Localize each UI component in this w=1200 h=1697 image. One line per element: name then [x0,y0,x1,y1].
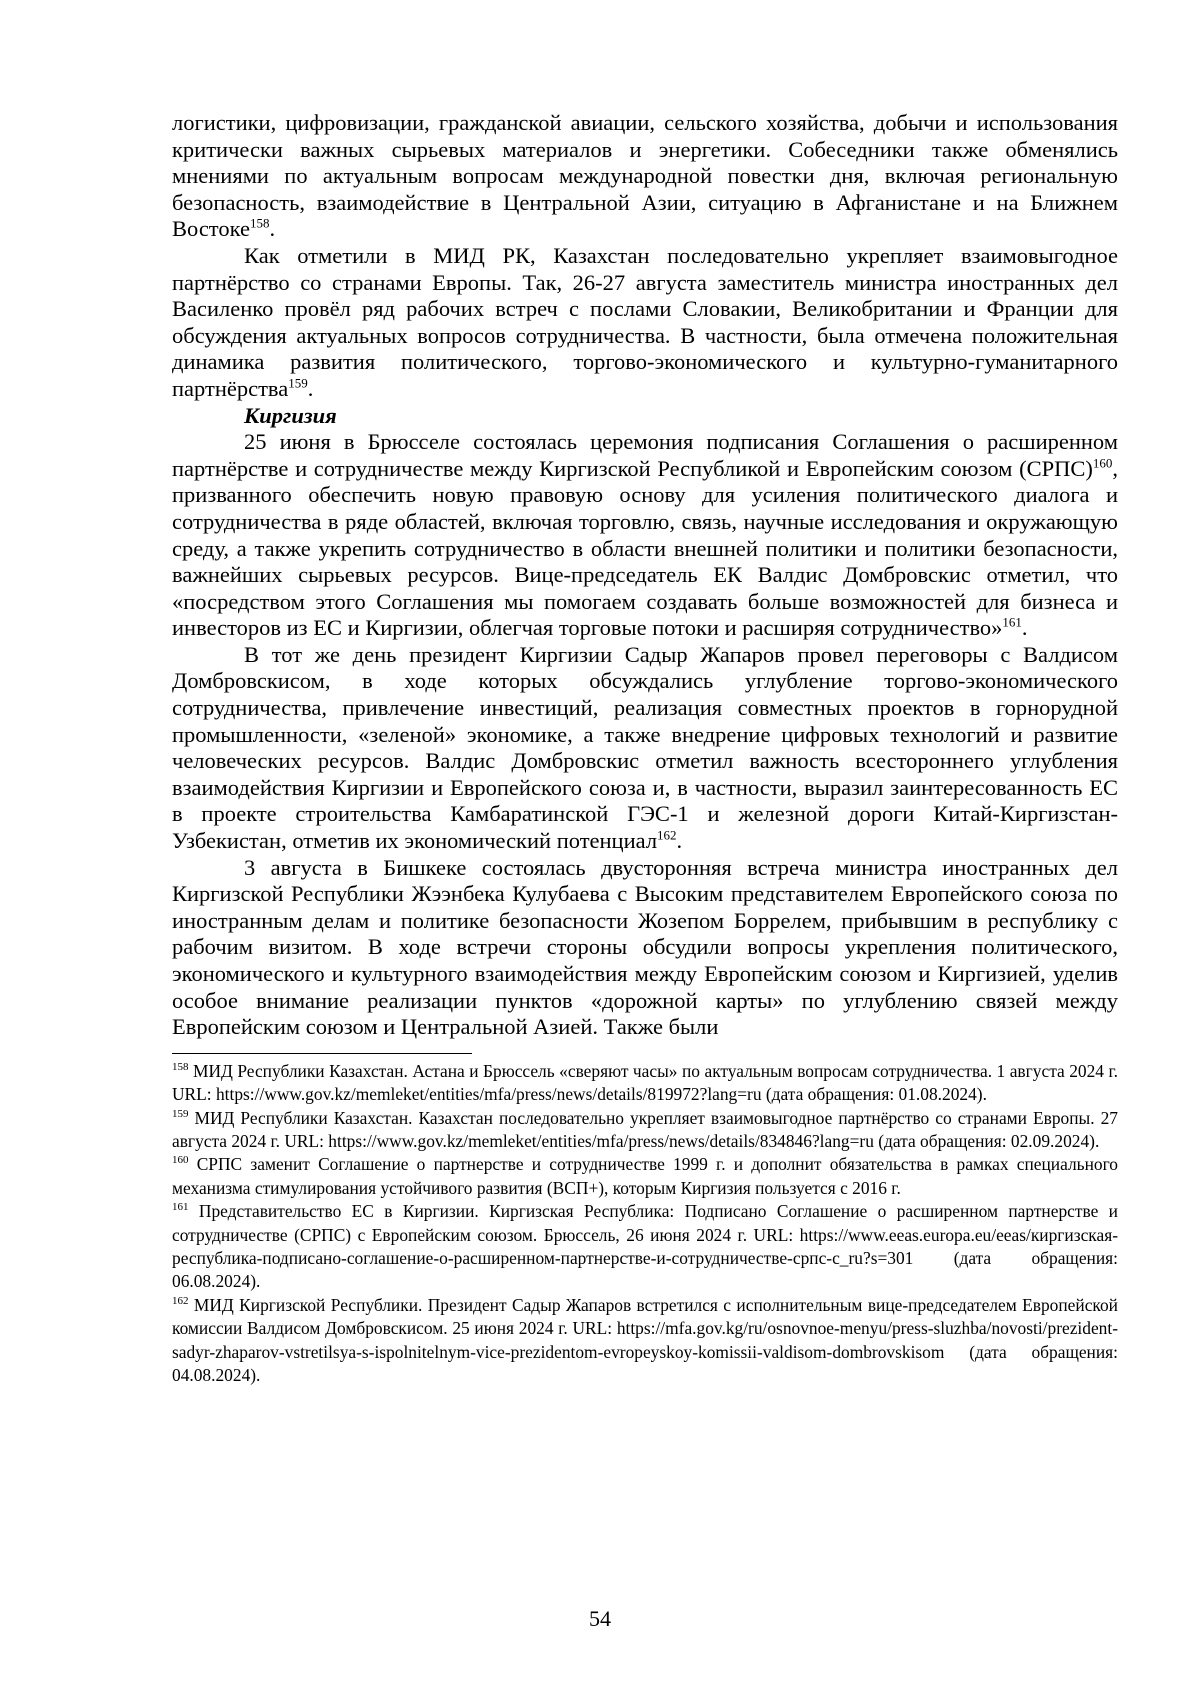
footnote-ref-161[interactable]: 161 [1002,614,1022,630]
footnote-159 [172,1107,1118,1154]
paragraph-2 [172,243,1118,403]
footnote-ref-160[interactable]: 160 [1092,455,1113,471]
paragraph-5: 3 августа в Бишкеке состоялась двусторонняя встреча министра иностранных дел Киргизской Республики Жээнбека Кулубаева с Высоким представителем Европейского союза по иностранным делам и политике безопасности Жозепом Боррелем, прибывшим в республику с рабочим визитом. В ходе встречи стороны обсудили вопросы укрепления политического, экономического и культурного взаимодействия между Европейским союзом и Киргизией, уделив особое внимание реализации пунктов «дорожной карты» по углублению связей между Европейским союзом и Центральной Азией. Также были [172,854,1118,1040]
footnote-162 [172,1294,1118,1388]
body-text [172,110,1118,1041]
footnote-number: 159 [172,1107,189,1120]
paragraph-4 [172,642,1118,855]
footnote-number: 162 [172,1295,189,1308]
footnote-text: МИД Республики Казахстан. Астана и Брюссель «сверяют часы» по актуальным вопросам сотрудничества. 1 августа 2024 г. URL: https://www.gov.kz/memleket/entities/mfa/press/news/details/819972?lang=ru (дата обращения: 01.08.2024). [172,1060,1118,1105]
footnote-number: 158 [172,1060,189,1073]
footnote-ref-162[interactable]: 162 [657,827,677,843]
paragraph-1 [172,110,1118,243]
footnote-ref-158[interactable]: 158 [249,215,270,231]
footnote-text: МИД Киргизской Республики. Президент Садыр Жапаров встретился с исполнительным вице-председателем Европейской комиссии Валдисом Домбровскисом. 25 июня 2024 г. URL: https://mfa.gov.kg/ru/osnovnoe-menyu/press-sluzhba/novosti/prezident-sadyr-zhaparov-vstretilsya-s-ispolnitelnym-vice-prezidentom-evropeyskoy-komissii-valdisom-dombrovskisom (дата обращения: 04.08.2024). [172,1294,1118,1386]
footnote-ref-159[interactable]: 159 [288,375,308,391]
paragraph-2-tail: . [307,375,314,401]
paragraph-3 [172,429,1118,642]
footnote-number: 160 [172,1154,189,1167]
paragraph-3-text-2: , призванного обеспечить новую правовую основу для усиления политического диалога и сотрудничества в ряде областей, включая торговлю, связь, научные исследования и окружающую среду, а также укрепить сотрудничество в области внешней политики и политики безопасности, важнейших сырьевых ресурсов. Вице-председатель ЕК Валдис Домбровскис отметил, что «посредством этого Соглашения мы помогаем создавать больше возможностей для бизнеса и инвесторов из ЕС и Киргизии, облегчая торговые потоки и расширяя сотрудничество» [172,455,1118,641]
footnote-160 [172,1153,1118,1200]
page-number: 54 [589,1606,611,1631]
footnote-text: Представительство ЕС в Киргизии. Киргизская Республика: Подписано Соглашение о расширенном партнерстве и сотрудничестве (СРПС) с Европейским союзом. Брюссель, 26 июня 2024 г. URL: https://www.eeas.europa.eu/eeas/киргизская-республика-подписано-соглашение-о-расширенном-партнерстве-и-сотрудничестве-српс-с_ru?s=301 (дата обращения: 06.08.2024). [172,1201,1118,1292]
paragraph-4-tail: . [676,828,683,854]
footnote-158 [172,1060,1118,1107]
paragraph-1-text: логистики, цифровизации, гражданской авиации, сельского хозяйства, добычи и использования критически важных сырьевых материалов и энергетики. Собеседники также обменялись мнениями по актуальным вопросам международной повестки дня, включая региональную безопасность, взаимодействие в Центральной Азии, ситуацию в Афганистане и на Ближнем Востоке [172,110,1118,242]
document-page [172,110,1118,1387]
footnote-number: 161 [172,1201,189,1214]
footnote-text: МИД Республики Казахстан. Казахстан последовательно укрепляет взаимовыгодное партнёрство со странами Европы. 27 августа 2024 г. URL: https://www.gov.kz/memleket/entities/mfa/press/news/details/834846?lang=ru (дата обращения: 02.09.2024). [172,1107,1118,1151]
section-heading-kyrgyzstan: Киргизия [244,402,337,428]
paragraph-3-tail: . [1021,615,1028,641]
footnotes [172,1060,1118,1388]
paragraph-2-text: Как отметили в МИД РК, Казахстан последовательно укрепляет взаимовыгодное партнёрство со странами Европы. Так, 26-27 августа заместитель министра иностранных дел Василенко провёл ряд рабочих встреч с послами Словакии, Великобритании и Франции для обсуждения актуальных вопросов сотрудничества. В частности, была отмечена положительная динамика развития политического, торгово-экономического и культурно-гуманитарного партнёрства [172,242,1118,401]
paragraph-1-tail: . [269,216,276,242]
footnote-text: СРПС заменит Соглашение о партнерстве и сотрудничестве 1999 г. и дополнит обязательства в рамках специального механизма стимулирования устойчивого развития (ВСП+), которым Киргизия пользуется с 2016 г. [172,1154,1118,1198]
footnote-161 [172,1200,1118,1294]
paragraph-3-text-1: 25 июня в Брюсселе состоялась церемония подписания Соглашения о расширенном партнёрстве и сотрудничестве между Киргизской Республикой и Европейским союзом (СРПС) [172,429,1118,481]
footnote-divider [172,1053,472,1054]
paragraph-4-text: В тот же день президент Киргизии Садыр Жапаров провел переговоры с Валдисом Домбровскисом, в ходе которых обсуждались углубление торгово-экономического сотрудничества, привлечение инвестиций, реализация совместных проектов в горнорудной промышленности, «зеленой» экономике, а также внедрение цифровых технологий и развитие человеческих ресурсов. Валдис Домбровскис отметил важность всестороннего углубления взаимодействия Киргизии и Европейского союза и, в частности, выразил заинтересованность ЕС в проекте строительства Камбаратинской ГЭС-1 и железной дороги Китай-Киргизстан-Узбекистан, отметив их экономический потенциал [172,641,1118,854]
